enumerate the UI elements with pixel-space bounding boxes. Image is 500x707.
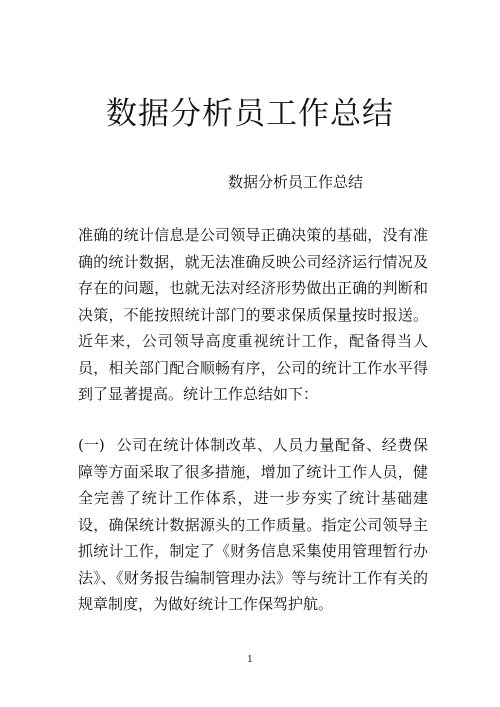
document-subtitle: 数据分析员工作总结: [228, 173, 364, 191]
section-1-marker: (一): [78, 436, 105, 454]
document-title: 数据分析员工作总结: [106, 96, 394, 132]
intro-paragraph: 准确的统计信息是公司领导正确决策的基础，没有准确的统计数据，就无法准确反映公司经济运行情况及存在的问题，也就无法对经济形势做出正确的判断和决策，不能按照统计部门的要求保质保量按时报送。近年来，公司领导高度重视统计工作，配备得当人员，相关部门配合顺畅有序，公司的统计工作水平得到了显著提高。统计工作总结如下：: [78, 226, 428, 403]
section-1-text: 公司在统计体制改革、人员力量配备、经费保障等方面采取了很多措施，增加了统计工作人员，健全完善了统计工作体系，进一步夯实了统计基础建设，确保统计数据源头的工作质量。指定公司领导主抓统计工作，制定了《财务信息采集使用管理暂行办法》、《财务报告编制管理办法》等与统计工作有关的规章制度，为做好统计工作保驾护航。: [78, 436, 428, 613]
section-1-paragraph: [78, 432, 428, 618]
page-number: 1: [247, 655, 253, 665]
